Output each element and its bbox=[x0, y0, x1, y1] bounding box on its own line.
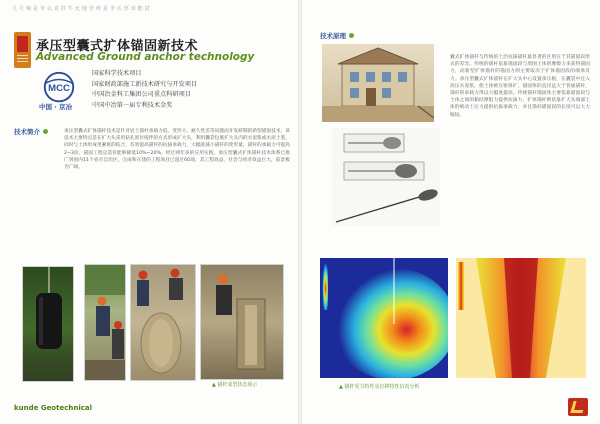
illustration-house-anchor bbox=[322, 44, 434, 122]
photo-anchor-balloon bbox=[22, 266, 74, 382]
simulation-stress-plot bbox=[320, 258, 448, 378]
project-item: 国家财政部施工新技术研究与开发项目 bbox=[92, 80, 198, 88]
page-gutter bbox=[298, 0, 302, 424]
left-photo-caption: ▲ 锚杆成型状态展示 bbox=[212, 382, 258, 388]
project-item: 中国冶金科工集团公司重点科研项目 bbox=[92, 91, 191, 98]
bullet-icon bbox=[349, 33, 354, 38]
chapter-tab-icon bbox=[14, 32, 31, 68]
diagram-anchor-schematic bbox=[332, 128, 440, 226]
principle-label: 技术原理 bbox=[320, 32, 346, 40]
project-item: 国家科学技术项目 bbox=[92, 70, 142, 77]
left-header-text: 九 月 城 是 李 认 真 挂 牛 允 地 李 呼 是 李 认 厚 该 能 鼓 bbox=[12, 6, 151, 12]
right-photo-caption: ▲ 锚杆受力特性及位移特性仿真分析 bbox=[339, 384, 420, 390]
photo-workers bbox=[84, 264, 126, 381]
intro-label: 技术简介 bbox=[14, 128, 40, 136]
company-logo-icon bbox=[568, 398, 588, 416]
photo-site-inspection bbox=[200, 264, 284, 380]
logo-caption: 中国 · 京冶 bbox=[39, 103, 72, 111]
project-list bbox=[92, 69, 197, 111]
principle-paragraph: 囊式扩体锚杆与传统的土层抗拔锚杆最显著的区别在于其锚固段形式的差异。传统的锚杆依靠锚固段与周围土体的摩擦力来获得锚固力，而新型扩体锚杆的锚固力则主要取决于扩体锚固段的端承反力。承压型囊式扩体锚杆在扩大头中心设置承压板，在囊袋中注入高压水泥浆，使土体被压密挤扩，锚固体的直径远大于普通锚杆，锚杆的承载力得以大幅度提高。传统锚杆锚固体主要依靠锚固段与土体之间的黏结摩阻力提供抗拔力，扩体锚杆则依靠扩大头端部土体的被动土压力提供抗拔承载力，并且锚杆锚固段的长度可以大大缩短。 bbox=[450, 55, 590, 118]
intro-section-tag bbox=[14, 127, 48, 136]
photo-excavated-anchor bbox=[130, 264, 196, 381]
footer-brand: kunde Geotechnical bbox=[14, 404, 93, 412]
bullet-icon bbox=[43, 129, 48, 134]
project-item: 中国中冶第一届专利技术金奖 bbox=[92, 101, 173, 109]
simulation-displacement-plot bbox=[456, 258, 586, 378]
intro-paragraph: 承压型囊式扩体锚杆技术是针对岩土锚杆承载力低、变形大、耐久性差等问题而开发研制的新型锚固技术，该技术主要特点是在扩大头采用钻孔原位搅拌的方式形成扩大头，利用囊袋包裹扩大头内的水泥浆或水泥土浆，同时与土体形成更紧密的结合，有效提高锚杆的抗拔承载力，大幅度减小锚杆的变形量，锚杆的承载力可提高2~3倍，锚固工程总造价能够降低10%~20%，经过两年多的应用实践，承压型囊式扩体锚杆技术体系已推广到国内11个省市自治区，完成和在建的工程项目已超过60项，其工程效益、社会与经济效益巨大，前景极为广阔。 bbox=[64, 129, 290, 171]
page-title-cn: 承压型囊式扩体锚固新技术 bbox=[36, 39, 199, 54]
principle-section-tag bbox=[320, 31, 354, 40]
page-title-en: Advanced Ground anchor technology bbox=[36, 51, 255, 63]
mcc-logo-abbr: MCC bbox=[48, 82, 70, 94]
